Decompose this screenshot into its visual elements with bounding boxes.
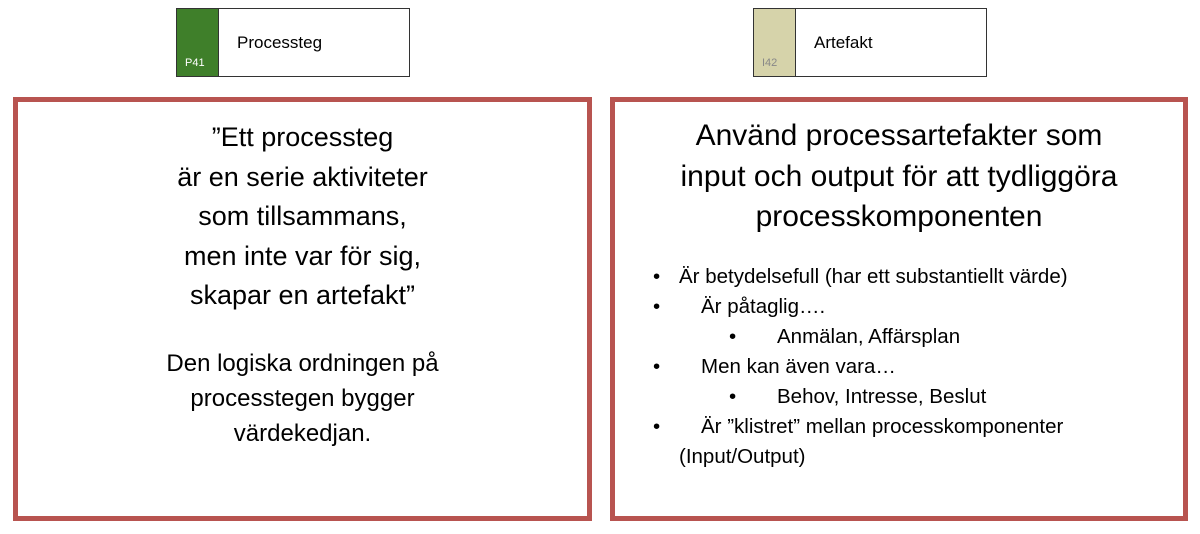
title-line: processkomponenten xyxy=(755,200,1043,233)
sub-bullet-item: • Behov, Intresse, Beslut xyxy=(649,382,1068,412)
artefakt-title xyxy=(615,116,1183,238)
bullet-item: • Är ”klistret” mellan processkomponenter xyxy=(649,412,1068,442)
processteg-code: P41 xyxy=(185,57,205,69)
definition-quote xyxy=(18,118,587,316)
artefakt-label: Artefakt xyxy=(814,33,873,52)
quote-line: skapar en artefakt” xyxy=(189,280,416,310)
quote-line: som tillsammans, xyxy=(198,201,407,231)
para-line: processtegen bygger xyxy=(190,385,415,412)
bullet-item: • Är påtaglig…. xyxy=(649,292,1068,322)
legend-artefakt xyxy=(753,8,987,77)
artefakt-code: I42 xyxy=(762,57,778,69)
artefakt-box xyxy=(610,97,1188,521)
legend-processteg xyxy=(176,8,410,77)
para-line: Den logiska ordningen på xyxy=(166,350,439,377)
processteg-definition-box xyxy=(13,97,592,521)
para-line: värdekedjan. xyxy=(233,420,372,447)
bullet-continuation: (Input/Output) xyxy=(679,445,806,468)
bullet-item: • Är betydelsefull (har ett substantiellt värde) xyxy=(649,262,1068,292)
bullet-item: • Men kan även vara… xyxy=(649,352,1068,382)
sub-bullet-item: • Anmälan, Affärsplan xyxy=(649,322,1068,352)
artefakt-bullet-list xyxy=(649,262,1068,472)
quote-line: men inte var för sig, xyxy=(183,240,422,271)
title-line: Använd processartefakter som xyxy=(695,119,1103,152)
processteg-label: Processteg xyxy=(237,33,323,52)
quote-line: ”Ett processteg xyxy=(211,122,394,152)
title-line: input och output för att tydliggöra xyxy=(680,159,1118,193)
value-chain-paragraph xyxy=(18,346,587,451)
quote-line: är en serie aktiviteter xyxy=(177,161,428,192)
